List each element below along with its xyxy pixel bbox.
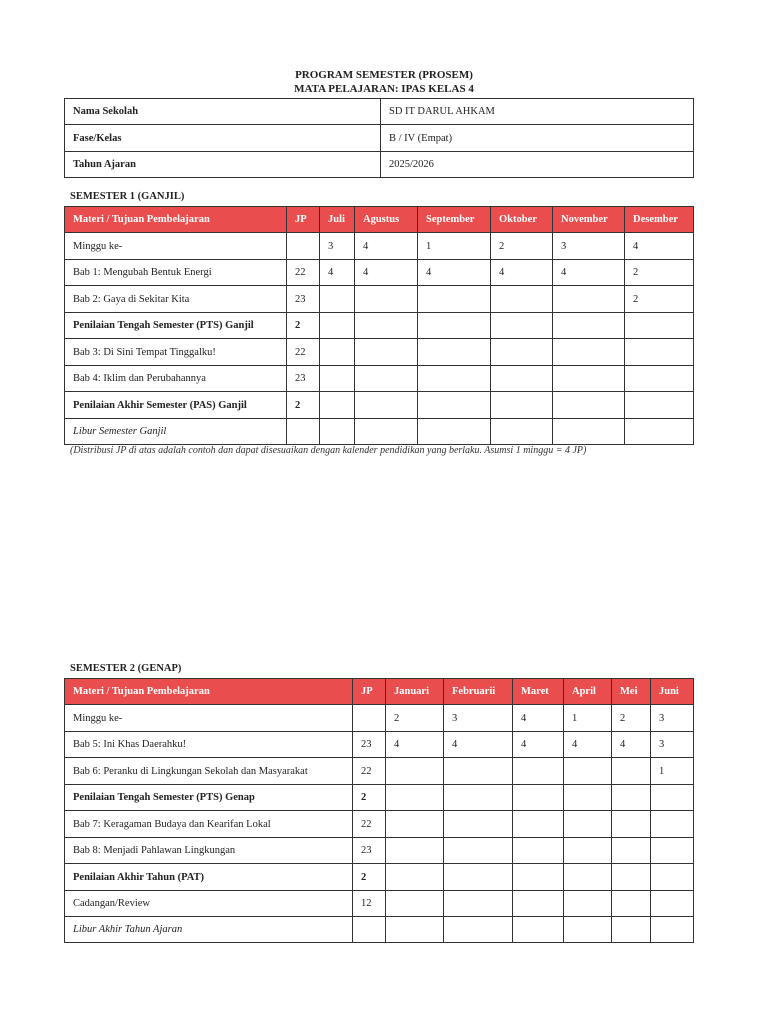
column-header: Oktober — [491, 207, 553, 233]
table-cell — [491, 366, 553, 392]
info-label: Nama Sekolah — [65, 99, 381, 125]
column-header: Mei — [612, 679, 651, 705]
table-cell — [553, 286, 625, 313]
table-cell — [386, 785, 444, 811]
table-row — [65, 785, 694, 811]
table-cell — [553, 339, 625, 366]
table-cell — [320, 286, 355, 313]
table-cell — [355, 392, 418, 419]
column-header: Maret — [513, 679, 564, 705]
column-header: Januari — [386, 679, 444, 705]
table-cell — [651, 917, 694, 943]
info-label: Fase/Kelas — [65, 125, 381, 152]
table-row — [65, 891, 694, 917]
table-cell: 23 — [353, 838, 386, 864]
table-cell: 2 — [612, 705, 651, 732]
table-row — [65, 419, 694, 445]
table-cell — [418, 366, 491, 392]
table-cell: 23 — [287, 366, 320, 392]
table-cell — [564, 838, 612, 864]
column-header: JP — [287, 207, 320, 233]
table-cell: 4 — [553, 260, 625, 286]
table-cell — [491, 286, 553, 313]
page-title-line2: MATA PELAJARAN: IPAS KELAS 4 — [294, 83, 474, 95]
table-cell — [491, 339, 553, 366]
table-cell — [386, 864, 444, 891]
table-cell: 2 — [287, 392, 320, 419]
table-cell — [553, 313, 625, 339]
table-cell — [355, 419, 418, 445]
table-cell — [651, 891, 694, 917]
table-cell: 22 — [287, 260, 320, 286]
table-row — [65, 233, 694, 260]
table-cell — [612, 838, 651, 864]
table-cell — [418, 313, 491, 339]
table-cell — [651, 838, 694, 864]
table-cell: 3 — [651, 732, 694, 758]
table-cell — [612, 891, 651, 917]
table-cell — [386, 838, 444, 864]
table-cell — [513, 758, 564, 785]
table-cell — [386, 917, 444, 943]
table-cell: 22 — [353, 758, 386, 785]
table-cell: 4 — [513, 705, 564, 732]
header-row — [65, 679, 694, 705]
info-row — [65, 152, 694, 178]
table-cell — [418, 339, 491, 366]
table-row — [65, 260, 694, 286]
table-cell — [444, 864, 513, 891]
table-cell — [625, 313, 694, 339]
table-cell — [355, 366, 418, 392]
table-cell: 2 — [625, 260, 694, 286]
row-label: Penilaian Tengah Semester (PTS) Ganjil — [65, 313, 287, 339]
table-cell — [553, 366, 625, 392]
table-row — [65, 366, 694, 392]
table-cell — [513, 785, 564, 811]
table-cell: 4 — [491, 260, 553, 286]
row-label: Minggu ke- — [65, 705, 353, 732]
table-cell — [418, 286, 491, 313]
table-cell: 2 — [386, 705, 444, 732]
table-cell: 22 — [287, 339, 320, 366]
table-cell — [491, 392, 553, 419]
table-row — [65, 838, 694, 864]
table-cell — [553, 419, 625, 445]
row-label: Minggu ke- — [65, 233, 287, 260]
table-cell — [287, 419, 320, 445]
table-cell — [444, 758, 513, 785]
table-cell: 4 — [625, 233, 694, 260]
table-row — [65, 313, 694, 339]
table-cell — [320, 366, 355, 392]
info-row — [65, 99, 694, 125]
column-header: Desember — [625, 207, 694, 233]
column-header: Juli — [320, 207, 355, 233]
table-row — [65, 758, 694, 785]
row-label: Libur Akhir Tahun Ajaran — [65, 917, 353, 943]
table-cell — [612, 811, 651, 838]
table-cell: 4 — [386, 732, 444, 758]
table-cell: 1 — [564, 705, 612, 732]
column-header: Materi / Tujuan Pembelajaran — [65, 679, 353, 705]
row-label: Cadangan/Review — [65, 891, 353, 917]
info-row — [65, 125, 694, 152]
table-cell: 4 — [418, 260, 491, 286]
table-cell — [320, 392, 355, 419]
table-cell: 4 — [320, 260, 355, 286]
table-cell — [353, 917, 386, 943]
table-cell — [564, 758, 612, 785]
table-cell — [625, 366, 694, 392]
table-cell — [553, 392, 625, 419]
table-cell — [612, 758, 651, 785]
row-label: Bab 2: Gaya di Sekitar Kita — [65, 286, 287, 313]
table-cell: 3 — [553, 233, 625, 260]
table-row — [65, 811, 694, 838]
table-cell: 3 — [444, 705, 513, 732]
column-header: Juni — [651, 679, 694, 705]
table-cell: 12 — [353, 891, 386, 917]
table-cell: 3 — [320, 233, 355, 260]
row-label: Penilaian Akhir Semester (PAS) Ganjil — [65, 392, 287, 419]
table-cell — [386, 891, 444, 917]
table-cell: 4 — [612, 732, 651, 758]
table-row — [65, 286, 694, 313]
table-row — [65, 917, 694, 943]
table-cell — [625, 392, 694, 419]
row-label: Bab 1: Mengubah Bentuk Energi — [65, 260, 287, 286]
info-table — [64, 98, 694, 178]
semester2-table — [64, 678, 694, 943]
table-cell — [625, 419, 694, 445]
semester1-note: (Distribusi JP di atas adalah contoh dan dapat disesuaikan dengan kalender pendidikan yang berlaku. Asumsi 1 minggu = 4 JP) — [70, 445, 587, 456]
table-cell — [386, 758, 444, 785]
table-cell — [612, 917, 651, 943]
table-cell: 3 — [651, 705, 694, 732]
table-cell — [444, 891, 513, 917]
semester1-label: SEMESTER 1 (GANJIL) — [70, 191, 185, 202]
row-label: Bab 4: Iklim dan Perubahannya — [65, 366, 287, 392]
row-label: Penilaian Tengah Semester (PTS) Genap — [65, 785, 353, 811]
table-cell: 23 — [353, 732, 386, 758]
table-cell — [320, 419, 355, 445]
table-cell — [564, 864, 612, 891]
table-cell — [513, 838, 564, 864]
table-cell — [444, 917, 513, 943]
info-value: SD IT DARUL AHKAM — [381, 99, 694, 125]
table-cell: 23 — [287, 286, 320, 313]
column-header: Februarii — [444, 679, 513, 705]
table-cell: 2 — [491, 233, 553, 260]
table-cell — [625, 339, 694, 366]
table-cell: 22 — [353, 811, 386, 838]
table-cell — [564, 891, 612, 917]
table-cell: 2 — [353, 785, 386, 811]
table-cell: 4 — [513, 732, 564, 758]
table-cell — [513, 917, 564, 943]
table-cell — [612, 785, 651, 811]
column-header: September — [418, 207, 491, 233]
table-cell — [320, 339, 355, 366]
column-header: Materi / Tujuan Pembelajaran — [65, 207, 287, 233]
table-cell — [564, 917, 612, 943]
table-cell — [386, 811, 444, 838]
table-cell — [418, 392, 491, 419]
table-cell — [651, 811, 694, 838]
table-cell — [287, 233, 320, 260]
table-cell — [651, 785, 694, 811]
table-row — [65, 339, 694, 366]
info-value: 2025/2026 — [381, 152, 694, 178]
table-cell — [513, 891, 564, 917]
table-cell — [353, 705, 386, 732]
page-title-line1: PROGRAM SEMESTER (PROSEM) — [295, 69, 473, 81]
table-cell: 1 — [651, 758, 694, 785]
row-label: Bab 8: Menjadi Pahlawan Lingkungan — [65, 838, 353, 864]
row-label: Penilaian Akhir Tahun (PAT) — [65, 864, 353, 891]
table-cell — [355, 313, 418, 339]
table-row — [65, 864, 694, 891]
info-label: Tahun Ajaran — [65, 152, 381, 178]
table-cell — [491, 313, 553, 339]
info-value: B / IV (Empat) — [381, 125, 694, 152]
table-cell: 4 — [564, 732, 612, 758]
table-cell — [513, 864, 564, 891]
table-row — [65, 732, 694, 758]
table-cell — [355, 339, 418, 366]
column-header: JP — [353, 679, 386, 705]
table-cell — [564, 811, 612, 838]
row-label: Bab 6: Peranku di Lingkungan Sekolah dan Masyarakat — [65, 758, 353, 785]
semester2-label: SEMESTER 2 (GENAP) — [70, 663, 182, 674]
table-cell: 1 — [418, 233, 491, 260]
semester1-table — [64, 206, 694, 445]
table-cell: 2 — [625, 286, 694, 313]
table-row — [65, 392, 694, 419]
table-cell — [651, 864, 694, 891]
table-cell — [444, 785, 513, 811]
table-cell — [612, 864, 651, 891]
column-header: April — [564, 679, 612, 705]
table-cell: 2 — [287, 313, 320, 339]
table-cell: 4 — [355, 233, 418, 260]
table-cell — [418, 419, 491, 445]
table-cell — [320, 313, 355, 339]
table-row — [65, 705, 694, 732]
table-cell — [513, 811, 564, 838]
table-cell: 4 — [444, 732, 513, 758]
table-cell — [444, 838, 513, 864]
header-row — [65, 207, 694, 233]
table-cell: 2 — [353, 864, 386, 891]
row-label: Bab 5: Ini Khas Daerahku! — [65, 732, 353, 758]
row-label: Bab 3: Di Sini Tempat Tinggalku! — [65, 339, 287, 366]
column-header: Agustus — [355, 207, 418, 233]
row-label: Bab 7: Keragaman Budaya dan Kearifan Lokal — [65, 811, 353, 838]
column-header: November — [553, 207, 625, 233]
row-label: Libur Semester Ganjil — [65, 419, 287, 445]
table-cell — [355, 286, 418, 313]
table-cell: 4 — [355, 260, 418, 286]
table-cell — [564, 785, 612, 811]
table-cell — [491, 419, 553, 445]
table-cell — [444, 811, 513, 838]
